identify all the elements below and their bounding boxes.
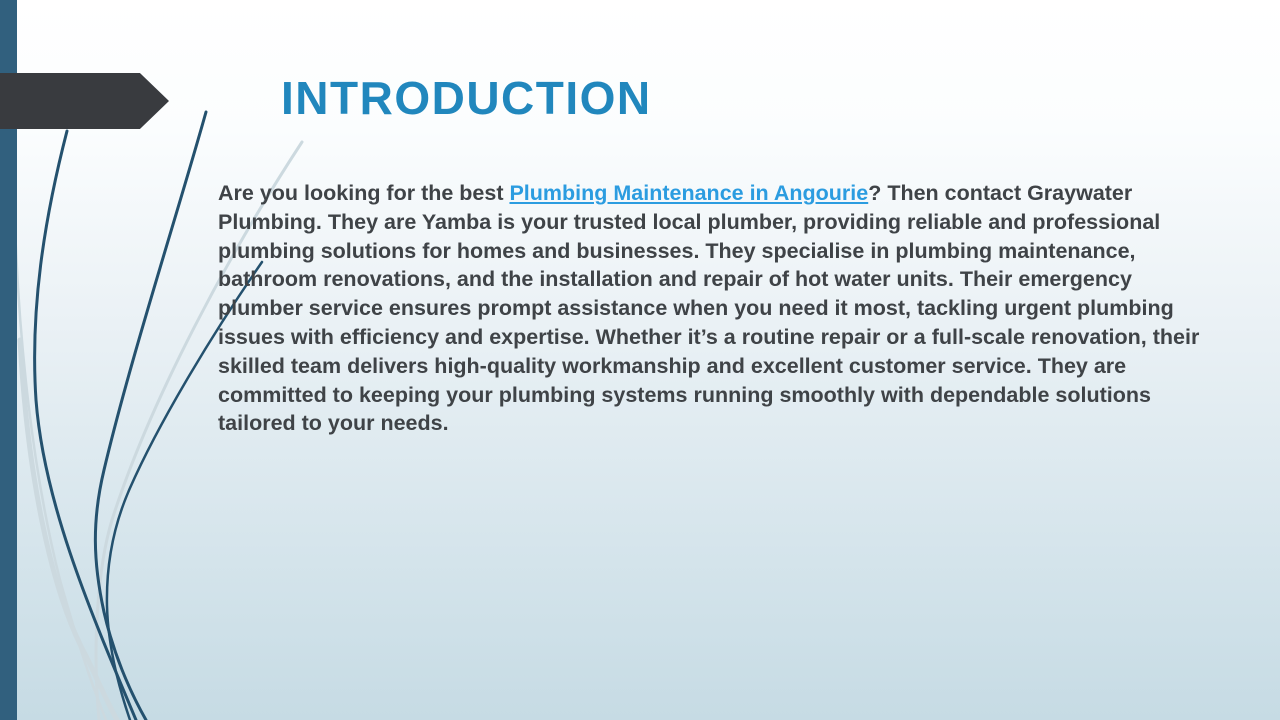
- curve-light-band: [20, 340, 117, 720]
- slide-title: INTRODUCTION: [281, 72, 652, 124]
- plumbing-maintenance-link[interactable]: Plumbing Maintenance in Angourie: [509, 181, 869, 205]
- body-paragraph: [218, 179, 1203, 438]
- curve-dark-middle: [95, 112, 206, 720]
- title-arrow-shape: [0, 73, 169, 129]
- curve-dark-left: [35, 131, 136, 720]
- body-text-after-link: ? Then contact Graywater Plumbing. They are Yamba is your trusted local plumber, providing reliable and professional plumbing solutions for homes and businesses. They specialise in plumbing maintenance, bathroom renovations, and the installation and repair of hot water units. Their emergency plumber service ensures prompt assistance when you need it most, tackling urgent plumbing issues with efficiency and expertise. Whether it’s a routine repair or a full-scale renovation, their skilled team delivers high-quality workmanship and excellent customer service. They are committed to keeping your plumbing systems running smoothly with dependable solutions tailored to your needs.: [218, 181, 1200, 436]
- curve-light-short: [15, 225, 106, 720]
- body-text-before-link: Are you looking for the best: [218, 181, 510, 205]
